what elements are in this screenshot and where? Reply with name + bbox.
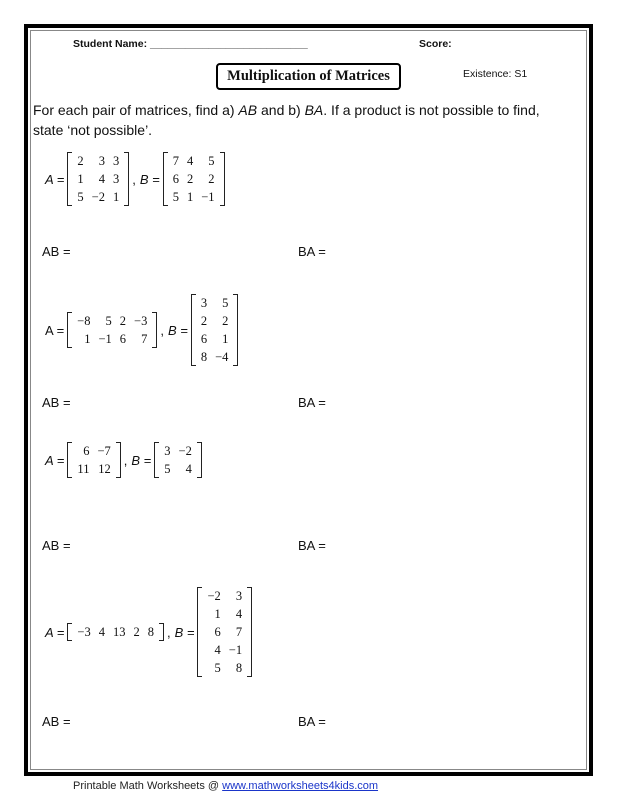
matrix-row [203, 605, 246, 623]
matrix-b-label: B = [131, 452, 152, 468]
matrix-row [73, 170, 123, 188]
matrix-row [203, 587, 246, 605]
matrix-entry: 1 [186, 190, 194, 204]
matrix-entry: 3 [112, 154, 120, 168]
matrix-row [73, 188, 123, 206]
matrix-entry: −1 [201, 190, 215, 204]
matrix-a-label: A = [45, 624, 65, 640]
matrix-row [160, 442, 196, 460]
answer-ba-2: BA = [298, 395, 326, 410]
matrix-entry: −3 [77, 625, 91, 639]
matrix-row [197, 348, 233, 366]
matrix-row [73, 623, 158, 641]
instructions-ba: BA [304, 102, 324, 118]
matrix-b [154, 442, 202, 478]
matrix-a [67, 623, 164, 641]
matrix-row [73, 330, 151, 348]
instructions-text-2: and b) [257, 102, 305, 118]
matrix-entry: 6 [119, 332, 127, 346]
matrix-entry: 1 [77, 172, 84, 186]
footer-text: Printable Math Worksheets @ [73, 780, 223, 792]
answer-ab-2: AB = [42, 395, 71, 410]
matrix-entry: 2 [208, 172, 215, 186]
matrix-entry: 2 [133, 625, 140, 639]
answer-ba-4: BA = [298, 714, 326, 729]
matrix-entry: −4 [215, 350, 229, 364]
matrix-entry: 4 [235, 607, 243, 621]
matrix-row [197, 312, 233, 330]
matrix-row [197, 330, 233, 348]
matrix-a-label: A = [45, 322, 65, 338]
matrix-entry: 2 [77, 154, 84, 168]
answer-ba-3: BA = [298, 538, 326, 553]
matrix-row [203, 659, 246, 677]
matrix-a [67, 442, 120, 478]
existence-label: Existence: S1 [463, 68, 528, 80]
matrix-entry: 1 [214, 607, 221, 621]
matrix-row [203, 623, 246, 641]
matrix-entry: 5 [172, 190, 179, 204]
answer-ab-1: AB = [42, 244, 71, 259]
matrix-entry: −3 [134, 314, 148, 328]
matrix-entry: 5 [77, 190, 84, 204]
matrix-entry: 2 [186, 172, 194, 186]
matrix-entry: −7 [97, 444, 111, 458]
matrix-b-label: B = [174, 624, 195, 640]
matrix-row [169, 188, 219, 206]
footer [73, 780, 378, 792]
matrix-b [191, 294, 239, 366]
matrix-b-label: B = [139, 171, 160, 187]
matrix-a [67, 312, 157, 348]
matrix-entry: 5 [214, 661, 221, 675]
matrix-entry: 1 [112, 190, 120, 204]
answer-ba-1: BA = [298, 244, 326, 259]
footer-link[interactable]: www.mathworksheets4kids.com [222, 780, 379, 792]
matrix-entry: −8 [77, 314, 91, 328]
matrix-a-label: A = [45, 452, 65, 468]
matrix-entry: 12 [98, 462, 111, 476]
matrix-entry: 13 [112, 625, 126, 639]
problem-3-matrices: A = 6 −7 11 12 , B = 3 −2 5 4 [45, 442, 202, 478]
matrix-row [203, 641, 246, 659]
student-name-field: Student Name: ___________________________ [73, 38, 308, 50]
matrix-row [169, 152, 219, 170]
matrix-entry: 2 [119, 314, 127, 328]
matrix-entry: 3 [112, 172, 120, 186]
matrix-entry: 8 [235, 661, 243, 675]
matrix-entry: 3 [200, 296, 208, 310]
matrix-entry: 6 [83, 444, 90, 458]
matrix-entry: 5 [164, 462, 171, 476]
matrix-entry: −2 [207, 589, 221, 603]
matrix-entry: 11 [77, 462, 90, 476]
matrix-entry: 1 [84, 332, 91, 346]
matrix-row [197, 294, 233, 312]
matrix-entry: 3 [98, 154, 105, 168]
matrix-entry: 3 [164, 444, 171, 458]
matrix-row [73, 312, 151, 330]
problem-1-matrices: A = 2 3 3 1 4 3 5 −2 1 , B = 7 4 5 6 2 2 5 1 −1 [45, 152, 225, 206]
matrix-b [197, 587, 252, 677]
matrix-entry: 5 [105, 314, 112, 328]
matrix-entry: 5 [208, 154, 215, 168]
matrix-row [73, 152, 123, 170]
matrix-b [163, 152, 225, 206]
matrix-entry: 8 [200, 350, 208, 364]
instructions [33, 100, 573, 140]
score-label: Score: [419, 38, 452, 50]
matrix-entry: 6 [172, 172, 179, 186]
matrix-entry: −1 [228, 643, 243, 657]
matrix-entry: −2 [178, 444, 192, 458]
matrix-entry: −2 [91, 190, 105, 204]
matrix-entry: 4 [214, 643, 221, 657]
matrix-entry: 2 [200, 314, 208, 328]
matrix-entry: 4 [98, 172, 105, 186]
matrix-entry: 7 [235, 625, 243, 639]
matrix-b-label: B = [167, 322, 188, 338]
matrix-row [73, 442, 114, 460]
matrix-entry: −1 [98, 332, 112, 346]
matrix-a [67, 152, 129, 206]
matrix-entry: 7 [172, 154, 179, 168]
matrix-row [73, 460, 114, 478]
matrix-entry: 4 [98, 625, 105, 639]
matrix-entry: 5 [222, 296, 229, 310]
matrix-row [169, 170, 219, 188]
matrix-entry: 6 [200, 332, 208, 346]
matrix-entry: 2 [222, 314, 229, 328]
matrix-entry: 4 [185, 462, 192, 476]
matrix-entry: 8 [147, 625, 154, 639]
problem-2-matrices: A = −8 5 2 −3 1 −1 6 7 , B = 3 5 2 2 6 1 8 −4 [45, 294, 238, 366]
matrix-a-label: A = [45, 171, 65, 187]
answer-ab-4: AB = [42, 714, 71, 729]
matrix-entry: 3 [235, 589, 243, 603]
matrix-entry: 1 [222, 332, 229, 346]
instructions-text-1: For each pair of matrices, find a) [33, 102, 239, 118]
matrix-entry: 4 [186, 154, 194, 168]
matrix-entry: 7 [141, 332, 148, 346]
matrix-entry: 6 [214, 625, 221, 639]
instructions-ab: AB [238, 102, 258, 118]
matrix-row [160, 460, 196, 478]
instructions-text-3: . If a product is not possible to find, state ‘not possible’. [33, 102, 540, 138]
worksheet-title: Multiplication of Matrices [216, 63, 401, 90]
answer-ab-3: AB = [42, 538, 71, 553]
problem-4-matrices: A = −3 4 13 2 8 , B = −2 3 1 4 6 7 4 −1 5 8 [45, 587, 252, 677]
